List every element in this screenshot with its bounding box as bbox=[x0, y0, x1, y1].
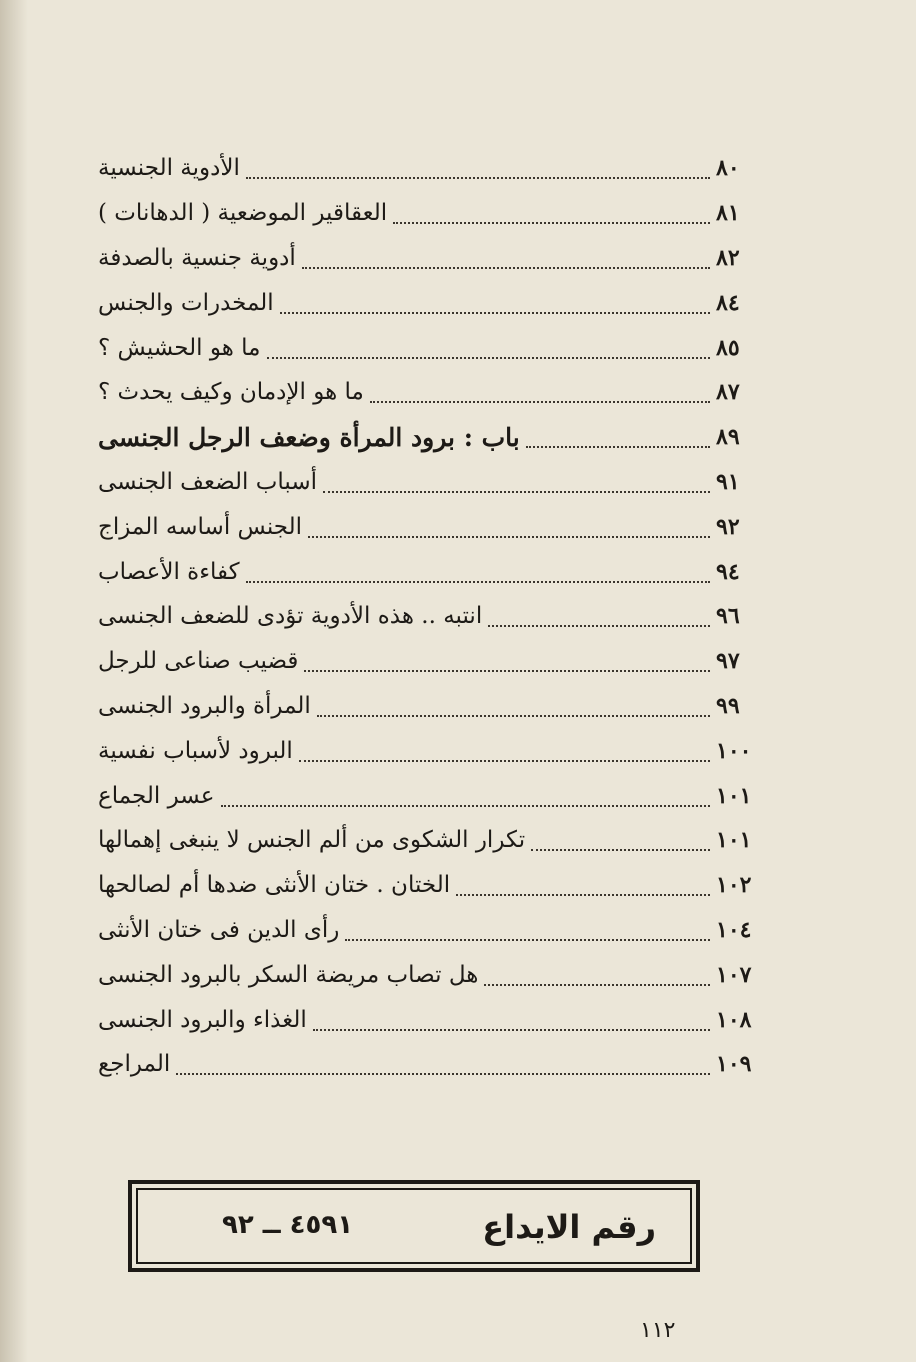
dot-leader bbox=[299, 740, 710, 762]
dot-leader bbox=[313, 1009, 710, 1031]
toc-entry bbox=[92, 594, 772, 639]
dot-leader bbox=[488, 605, 710, 627]
toc-entry-title: العقاقير الموضعية ( الدهانات ) bbox=[98, 200, 388, 227]
dot-leader bbox=[345, 919, 710, 941]
dot-leader bbox=[246, 561, 710, 583]
toc-entry-page: ٨٤ bbox=[716, 289, 740, 316]
dot-leader bbox=[456, 874, 710, 896]
deposit-number: ٤٥٩١ ــ ٩٢ bbox=[222, 1210, 354, 1240]
toc-entry-page: ٩٢ bbox=[716, 513, 740, 540]
toc-entry-title: الأدوية الجنسية bbox=[98, 155, 240, 182]
toc-entry bbox=[92, 1042, 772, 1087]
toc-entry-page: ٩٧ bbox=[716, 648, 740, 675]
page-number: ١١٢ bbox=[640, 1318, 676, 1343]
toc-entry-page: ١٠٧ bbox=[716, 961, 752, 988]
toc-entry-page: ٨٢ bbox=[716, 244, 740, 271]
dot-leader bbox=[484, 964, 710, 986]
dot-leader bbox=[526, 426, 710, 448]
toc-entry-title: هل تصاب مريضة السكر بالبرود الجنسى bbox=[98, 961, 479, 988]
toc-entry bbox=[92, 952, 772, 997]
toc-entry-page: ٨٩ bbox=[716, 424, 740, 451]
deposit-label: رقم الايداع bbox=[482, 1208, 656, 1246]
toc-entry-page: ٨١ bbox=[716, 200, 740, 227]
dot-leader bbox=[221, 785, 710, 807]
toc-entry-title: باب : برود المرأة وضعف الرجل الجنسى bbox=[98, 422, 520, 452]
toc-entry-page: ٨٧ bbox=[716, 379, 740, 406]
dot-leader bbox=[176, 1053, 710, 1075]
toc-entry-page: ٩٩ bbox=[716, 692, 740, 719]
toc-entry-title: الجنس أساسه المزاج bbox=[98, 513, 303, 540]
toc-entry-title: ما هو الإدمان وكيف يحدث ؟ bbox=[98, 379, 364, 406]
toc-entry bbox=[92, 997, 772, 1042]
toc-entry-title: كفاءة الأعصاب bbox=[98, 558, 240, 585]
dot-leader bbox=[302, 247, 710, 269]
toc-entry-title: انتبه .. هذه الأدوية تؤدى للضعف الجنسى bbox=[98, 603, 483, 630]
toc-entry-title: عسر الجماع bbox=[98, 782, 215, 809]
toc-entry bbox=[92, 460, 772, 505]
toc-entry-page: ٩٤ bbox=[716, 558, 740, 585]
toc-entry-title: أسباب الضعف الجنسى bbox=[98, 468, 318, 495]
dot-leader bbox=[317, 695, 710, 717]
toc-section-heading bbox=[92, 415, 772, 460]
toc-entry-title: الغذاء والبرود الجنسى bbox=[98, 1006, 307, 1033]
dot-leader bbox=[531, 829, 710, 851]
dot-leader bbox=[308, 516, 710, 538]
toc-entry-title: أدوية جنسية بالصدفة bbox=[98, 244, 296, 271]
toc-entry-page: ١٠١ bbox=[716, 782, 752, 809]
toc-entry-page: ٨٥ bbox=[716, 334, 740, 361]
toc-entry bbox=[92, 728, 772, 773]
toc-entry-page: ٨٠ bbox=[716, 155, 740, 182]
toc-entry bbox=[92, 863, 772, 908]
toc-entry-title: تكرار الشكوى من ألم الجنس لا ينبغى إهمالها bbox=[98, 827, 526, 854]
toc-entry-title: المخدرات والجنس bbox=[98, 289, 274, 316]
toc-entry-page: ١٠١ bbox=[716, 827, 752, 854]
toc-entry bbox=[92, 504, 772, 549]
page-edge-shadow bbox=[0, 0, 28, 1362]
dot-leader bbox=[370, 381, 710, 403]
toc-entry-title: رأى الدين فى ختان الأنثى bbox=[98, 916, 340, 943]
toc-entry bbox=[92, 684, 772, 729]
toc-entry bbox=[92, 549, 772, 594]
toc-entry-page: ١٠٤ bbox=[716, 916, 752, 943]
toc-entry bbox=[92, 639, 772, 684]
dot-leader bbox=[323, 471, 710, 493]
legal-deposit-stamp bbox=[128, 1180, 700, 1272]
toc-entry bbox=[92, 280, 772, 325]
dot-leader bbox=[267, 337, 710, 359]
toc-entry-page: ١٠٠ bbox=[716, 737, 752, 764]
toc-entry bbox=[92, 908, 772, 953]
toc-entry-page: ٩٦ bbox=[716, 603, 740, 630]
toc-entry bbox=[92, 236, 772, 281]
dot-leader bbox=[246, 157, 710, 179]
toc-entry-title: ما هو الحشيش ؟ bbox=[98, 334, 261, 361]
toc-entry bbox=[92, 818, 772, 863]
dot-leader bbox=[304, 650, 710, 672]
toc-entry bbox=[92, 146, 772, 191]
toc-entry-title: المراجع bbox=[98, 1051, 171, 1078]
toc-entry-page: ٩١ bbox=[716, 468, 740, 495]
toc-entry-title: المرأة والبرود الجنسى bbox=[98, 692, 311, 719]
toc-entry-title: قضيب صناعى للرجل bbox=[98, 648, 299, 675]
toc-entry-page: ١٠٩ bbox=[716, 1051, 752, 1078]
toc-entry bbox=[92, 191, 772, 236]
dot-leader bbox=[280, 292, 710, 314]
toc-entry-page: ١٠٢ bbox=[716, 872, 752, 899]
toc-entry-title: الختان . ختان الأنثى ضدها أم لصالحها bbox=[98, 872, 451, 899]
dot-leader bbox=[393, 202, 710, 224]
toc-entry-page: ١٠٨ bbox=[716, 1006, 752, 1033]
toc-entry bbox=[92, 325, 772, 370]
table-of-contents bbox=[92, 146, 772, 1087]
toc-entry-title: البرود لأسباب نفسية bbox=[98, 737, 293, 764]
toc-entry bbox=[92, 773, 772, 818]
toc-entry bbox=[92, 370, 772, 415]
